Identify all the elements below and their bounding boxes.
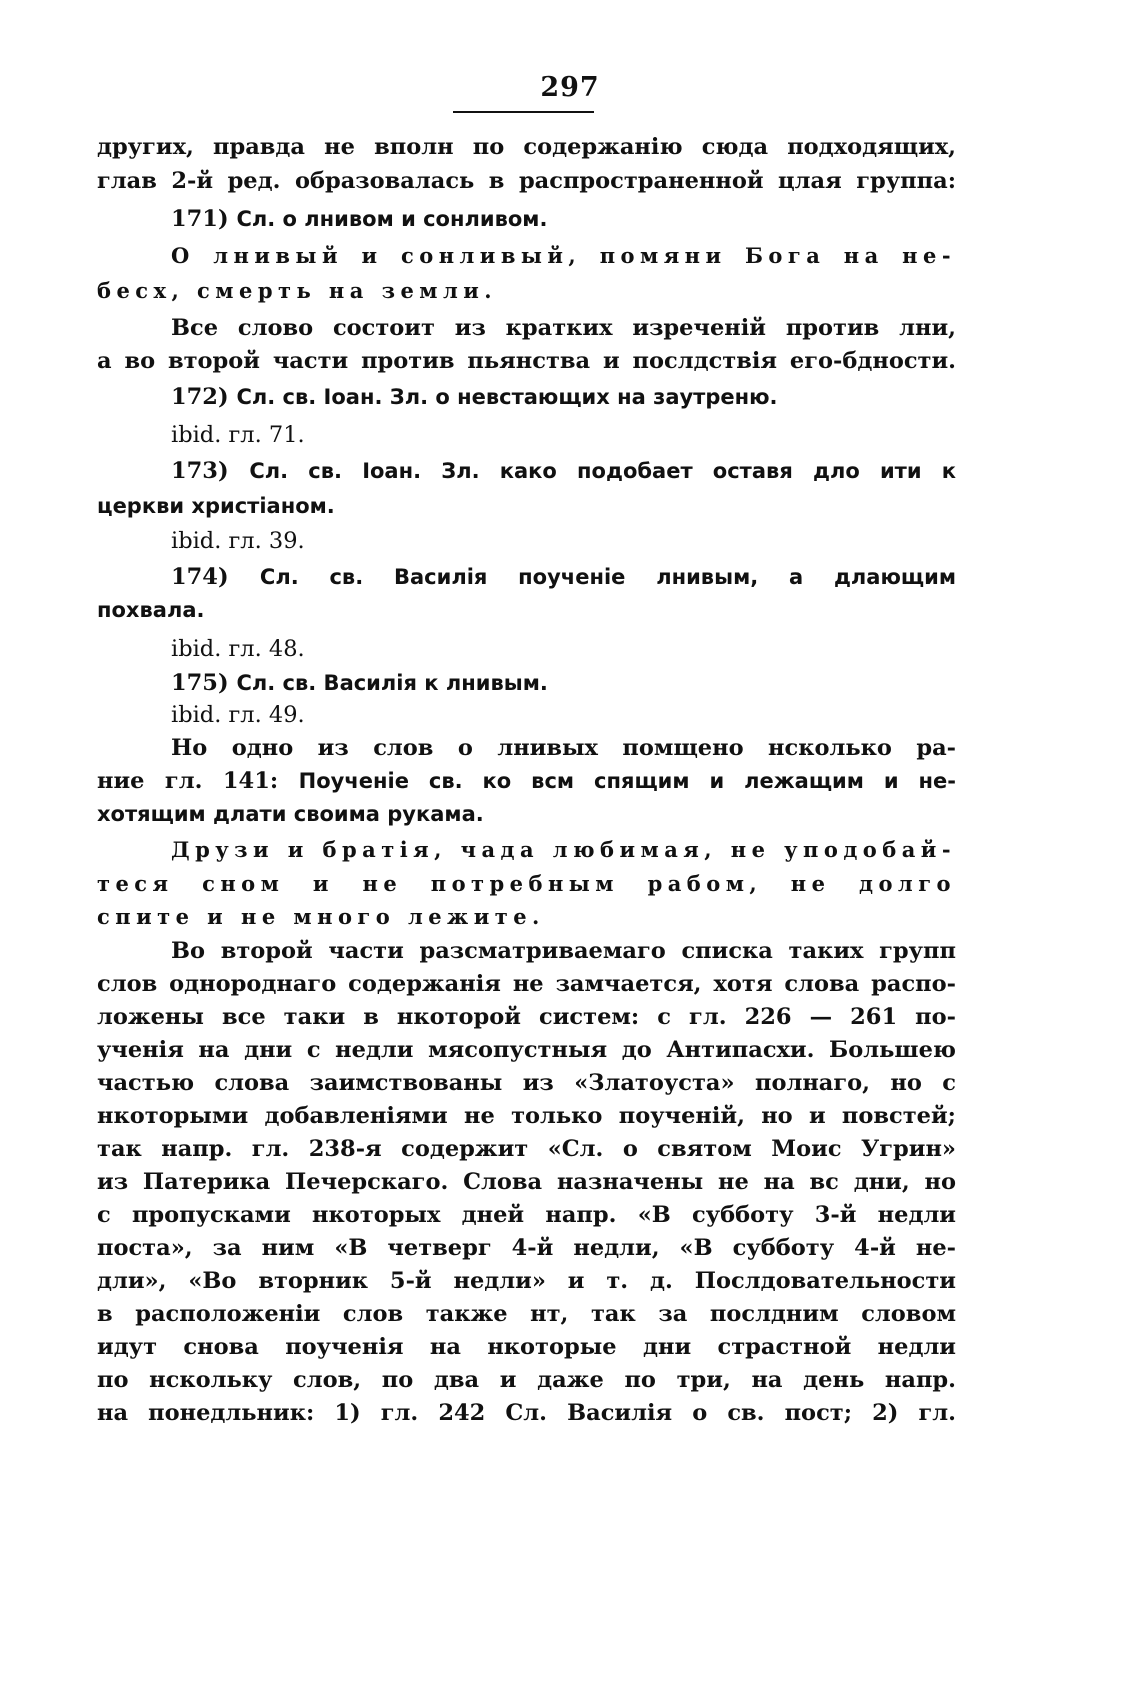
entry-number: 172) [171,384,237,410]
entry-175 [171,672,548,695]
entry-number: 173) [171,458,250,484]
spaced-quote-line: Друзи и братія, чада любимая, не уподобай- [171,837,956,862]
spaced-quote-line: бесх, смерть на земли. [97,278,498,303]
text-line: Но одно из слов о лнивых помщено нсколько ра- [171,735,956,761]
text-line: из Патерика Печерскаго. Слова назначены не на вс дни, но [97,1169,956,1195]
text-line: поста», за ним «В четверг 4-й недли, «В субботу 4-й не- [97,1235,956,1261]
entry-title: Сл. св. Іоан. Зл. о невстающих на заутреню. [236,385,778,409]
entry-number: 174) [171,564,260,590]
entry-174 [171,566,956,589]
spaced-quote-line: спите и не много лежите. [97,904,545,929]
text-line: в расположеніи слов также нт, так за послдним словом [97,1301,956,1327]
text-line: слов однороднаго содержанія не замчается, хотя слова распо- [97,971,956,997]
entry-title: Сл. о лнивом и сонливом. [236,207,548,231]
reference-line: ibid. гл. 71. [171,422,305,448]
text-line: Во второй части разсматриваемаго списка таких групп [171,938,956,964]
text-line: глав 2-й ред. образовалась в распространенной цлая группа: [97,168,956,194]
entry-173 [171,460,956,483]
text-line-mixed [97,770,956,793]
text-line: так напр. гл. 238-я содержит «Сл. о святом Моис Угрин» [97,1136,956,1162]
entry-title: Сл. св. Василія к лнивым. [236,671,548,695]
reference-line: ibid. гл. 48. [171,636,305,662]
sermon-title: Поученіе св. ко всм спящим и лежащим и не- [298,769,957,793]
text-line: идут снова поученія на нкоторые дни страстной недли [97,1334,956,1360]
text-line: ложены все таки в нкоторой систем: с гл. 226 — 261 по- [97,1004,956,1030]
text-line: нкоторыми добавленіями не только поученій, но и повстей; [97,1103,956,1129]
entry-title: Сл. св. Іоан. Зл. како подобает оставя дло ити к [249,459,956,483]
entry-172 [171,386,778,409]
text-line: Все слово состоит из кратких изреченій против лни, [171,315,956,341]
entry-title: Сл. св. Василія поученіе лнивым, а длающим [259,565,956,589]
spaced-quote-line: теся сном и не потребным рабом, не долго [97,871,956,896]
text-line: на понедльник: 1) гл. 242 Сл. Василія о св. пост; 2) гл. [97,1400,956,1426]
text-segment: ние гл. 141: [97,768,299,794]
reference-line: ibid. гл. 49. [171,702,305,728]
page-number-rule [453,111,594,113]
text-line: по нскольку слов, по два и даже по три, на день напр. [97,1367,956,1393]
spaced-quote-line: О лнивый и сонливый, помяни Бога на не- [171,243,956,268]
page-number: 297 [540,72,600,103]
entry-title-continued: церкви христіаном. [97,494,335,518]
entry-171 [171,208,547,231]
sermon-title-continued: хотящим длати своима рукама. [97,802,484,826]
entry-title-continued: похвала. [97,598,205,622]
text-line: с пропусками нкоторых дней напр. «В субботу 3-й недли [97,1202,956,1228]
entry-number: 175) [171,670,237,696]
text-line: других, правда не вполн по содержанію сюда подходящих, [97,134,956,160]
text-line: а во второй части против пьянства и послдствія его-бдности. [97,348,956,374]
reference-line: ibid. гл. 39. [171,528,305,554]
text-line: ученія на дни с недли мясопустныя до Антипасхи. Большею [97,1037,956,1063]
text-line: дли», «Во вторник 5-й недли» и т. д. Послдовательности [97,1268,956,1294]
text-line: частью слова заимствованы из «Златоуста» полнаго, но с [97,1070,956,1096]
entry-number: 171) [171,206,237,232]
